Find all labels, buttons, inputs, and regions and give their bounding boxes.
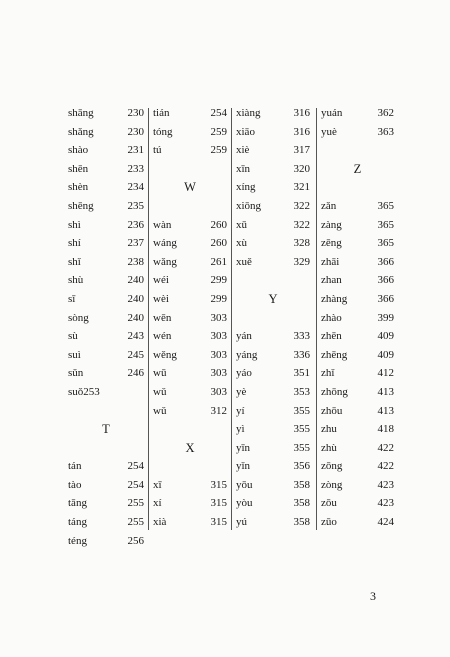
entry-page-number: 230	[127, 125, 144, 138]
entry-syllable: zhāi	[321, 255, 340, 268]
entry-syllable: zhan	[321, 274, 342, 287]
entry-page-number: 355	[293, 423, 310, 436]
entry-page-number: 366	[377, 292, 394, 305]
entry-syllable: yòu	[236, 497, 253, 510]
index-entry	[153, 290, 227, 309]
index-entry	[321, 234, 394, 253]
section-letter-heading: W	[184, 180, 196, 195]
entry-syllable: wéi	[153, 274, 169, 287]
index-entry	[68, 104, 144, 123]
index-entry	[321, 420, 394, 439]
entry-page-number: 409	[377, 330, 394, 343]
row-spacer	[68, 439, 144, 458]
index-entry	[321, 513, 394, 532]
index-entry	[236, 346, 310, 365]
index-entry	[236, 327, 310, 346]
index-entry	[153, 309, 227, 328]
entry-page-number: 358	[293, 497, 310, 510]
entry-syllable: zhu	[321, 423, 337, 436]
index-entry	[68, 457, 144, 476]
index-entry	[236, 513, 310, 532]
entry-page-number: 255	[127, 497, 144, 510]
row-spacer	[153, 457, 227, 476]
section-letter-heading: Z	[353, 161, 362, 176]
entry-page-number: 329	[293, 255, 310, 268]
index-entry	[153, 402, 227, 421]
index-entry	[153, 494, 227, 513]
entry-syllable: zōng	[321, 460, 343, 473]
column-divider	[316, 108, 317, 530]
entry-syllable: wěng	[153, 348, 177, 361]
index-entry	[321, 104, 394, 123]
index-entry	[321, 290, 394, 309]
entry-page-number: 418	[377, 423, 394, 436]
index-entry	[321, 327, 394, 346]
entry-syllable: zhōu	[321, 404, 343, 417]
index-entry	[68, 532, 144, 551]
entry-syllable: sī	[68, 292, 76, 305]
index-entry	[68, 476, 144, 495]
index-entry	[153, 104, 227, 123]
entry-syllable: yì	[236, 423, 245, 436]
index-entry	[321, 216, 394, 235]
index-entry	[68, 141, 144, 160]
entry-syllable: suì	[68, 348, 81, 361]
index-entry	[236, 141, 310, 160]
entry-page-number: 358	[293, 478, 310, 491]
index-entry	[153, 513, 227, 532]
index-column-2	[153, 104, 227, 532]
entry-syllable: wū	[153, 367, 167, 380]
index-entry	[321, 309, 394, 328]
entry-page-number: 254	[127, 460, 144, 473]
entry-syllable: wàn	[153, 218, 172, 231]
entry-syllable: zǎn	[321, 199, 337, 212]
entry-syllable: wèi	[153, 292, 169, 305]
entry-syllable: yán	[236, 330, 252, 343]
entry-syllable: wǎng	[153, 255, 177, 268]
entry-page-number: 259	[210, 125, 227, 138]
entry-page-number: 424	[377, 516, 394, 529]
entry-page-number: 240	[127, 292, 144, 305]
index-entry	[321, 346, 394, 365]
index-entry	[153, 476, 227, 495]
index-entry	[321, 457, 394, 476]
entry-page-number: 260	[210, 218, 227, 231]
entry-page-number: 299	[210, 292, 227, 305]
entry-syllable: yōu	[236, 478, 253, 491]
row-spacer	[153, 160, 227, 179]
index-entry	[321, 476, 394, 495]
entry-page-number: 363	[377, 125, 394, 138]
entry-page-number: 231	[127, 144, 144, 157]
entry-page-number: 358	[293, 516, 310, 529]
index-entry	[153, 346, 227, 365]
page-number: 3	[370, 589, 376, 603]
entry-syllable: xíng	[236, 181, 256, 194]
entry-syllable: shèn	[68, 181, 89, 194]
index-entry	[236, 160, 310, 179]
entry-page-number: 303	[210, 311, 227, 324]
entry-page-number: 303	[210, 367, 227, 380]
entry-page-number: 259	[210, 144, 227, 157]
entry-syllable: tú	[153, 144, 162, 157]
entry-syllable: sòng	[68, 311, 89, 324]
index-entry	[68, 346, 144, 365]
entry-page-number: 412	[377, 367, 394, 380]
row-spacer	[236, 309, 310, 328]
row-spacer	[236, 271, 310, 290]
entry-page-number: 254	[210, 107, 227, 119]
entry-syllable: zhēng	[321, 348, 348, 361]
entry-page-number: 261	[210, 255, 227, 268]
entry-syllable: tián	[153, 107, 170, 119]
entry-syllable: xiōng	[236, 199, 262, 212]
column-divider	[231, 108, 232, 530]
index-entry	[236, 402, 310, 421]
entry-syllable: zhēn	[321, 330, 342, 343]
entry-page-number: 317	[293, 144, 310, 157]
entry-syllable: yīn	[236, 441, 251, 454]
index-entry	[68, 123, 144, 142]
entry-page-number: 243	[127, 330, 144, 343]
index-entry	[236, 104, 310, 123]
entry-syllable: zhàng	[321, 292, 348, 305]
entry-syllable: xīn	[236, 162, 251, 175]
entry-syllable: yuán	[321, 107, 343, 119]
entry-page-number: 322	[293, 218, 310, 231]
row-spacer	[321, 178, 394, 197]
entry-page-number: 315	[210, 497, 227, 510]
entry-page-number: 237	[127, 237, 144, 250]
index-entry	[68, 327, 144, 346]
entry-page-number: 365	[377, 199, 394, 212]
index-entry	[236, 123, 310, 142]
entry-syllable: shào	[68, 144, 89, 157]
entry-syllable: wǔ	[153, 385, 167, 398]
index-entry	[236, 457, 310, 476]
entry-syllable: yáo	[236, 367, 252, 380]
entry-page-number: 236	[127, 218, 144, 231]
entry-syllable: yáng	[236, 348, 258, 361]
index-entry	[236, 253, 310, 272]
entry-page-number: 362	[377, 107, 394, 119]
index-entry	[153, 216, 227, 235]
entry-page-number: 422	[377, 441, 394, 454]
index-entry	[321, 402, 394, 421]
entry-page-number: 320	[293, 162, 310, 175]
entry-syllable: táng	[68, 516, 87, 529]
entry-page-number: 246	[127, 367, 144, 380]
entry-syllable: shí	[68, 237, 81, 250]
entry-page-number: 333	[293, 330, 310, 343]
entry-page-number: 366	[377, 274, 394, 287]
section-letter-heading: X	[185, 440, 195, 455]
entry-page-number: 365	[377, 218, 394, 231]
index-entry	[321, 271, 394, 290]
entry-page-number: 245	[127, 348, 144, 361]
entry-syllable: yè	[236, 385, 247, 398]
entry-syllable: wén	[153, 330, 172, 343]
index-entry	[321, 364, 394, 383]
index-entry	[68, 513, 144, 532]
entry-page-number: 312	[210, 404, 227, 417]
row-spacer	[153, 197, 227, 216]
entry-page-number: 409	[377, 348, 394, 361]
entry-page-number: 315	[210, 516, 227, 529]
row-spacer	[321, 141, 394, 160]
entry-page-number: 316	[293, 125, 310, 138]
entry-page-number: 235	[127, 199, 144, 212]
entry-syllable: tāng	[68, 497, 87, 510]
index-column-3	[236, 104, 310, 532]
index-entry	[68, 494, 144, 513]
index-entry	[321, 439, 394, 458]
entry-syllable: shēn	[68, 162, 89, 175]
entry-syllable: suǒ253	[68, 385, 100, 398]
index-entry	[153, 253, 227, 272]
index-entry	[68, 290, 144, 309]
index-entry	[68, 216, 144, 235]
entry-syllable: yǐn	[236, 460, 251, 473]
index-column-1	[68, 104, 144, 550]
entry-page-number: 316	[293, 107, 310, 119]
index-entry	[153, 234, 227, 253]
index-entry	[68, 160, 144, 179]
index-entry	[68, 364, 144, 383]
row-spacer	[153, 420, 227, 439]
entry-syllable: zhōng	[321, 385, 348, 398]
entry-syllable: shǐ	[68, 255, 81, 268]
index-entry	[236, 383, 310, 402]
entry-page-number: 413	[377, 404, 394, 417]
entry-page-number: 321	[293, 181, 310, 194]
column-divider	[148, 108, 149, 530]
entry-syllable: zòng	[321, 478, 343, 491]
entry-syllable: wēn	[153, 311, 172, 324]
entry-page-number: 303	[210, 385, 227, 398]
section-letter-heading: T	[102, 422, 110, 437]
index-entry	[236, 364, 310, 383]
entry-page-number: 322	[293, 199, 310, 212]
index-entry	[321, 253, 394, 272]
entry-page-number: 240	[127, 274, 144, 287]
entry-page-number: 255	[127, 516, 144, 529]
index-entry	[68, 234, 144, 253]
entry-page-number: 356	[293, 460, 310, 473]
entry-syllable: xí	[153, 497, 162, 510]
entry-syllable: xū	[236, 218, 247, 231]
index-entry	[236, 216, 310, 235]
entry-syllable: zēng	[321, 237, 342, 250]
entry-page-number: 256	[127, 534, 144, 547]
entry-page-number: 315	[210, 478, 227, 491]
entry-page-number: 366	[377, 255, 394, 268]
entry-syllable: xiàng	[236, 107, 261, 119]
index-entry	[321, 123, 394, 142]
entry-syllable: zhǐ	[321, 367, 335, 380]
entry-syllable: zūo	[321, 516, 337, 529]
entry-syllable: xiè	[236, 144, 250, 157]
entry-syllable: yú	[236, 516, 247, 529]
index-entry	[153, 383, 227, 402]
index-entry	[68, 383, 144, 402]
index-entry	[236, 476, 310, 495]
entry-page-number: 353	[293, 385, 310, 398]
entry-page-number: 423	[377, 478, 394, 491]
index-entry	[236, 178, 310, 197]
entry-syllable: zàng	[321, 218, 342, 231]
index-entry	[153, 327, 227, 346]
entry-syllable: zhào	[321, 311, 342, 324]
entry-syllable: wǔ	[153, 404, 167, 417]
entry-syllable: shāng	[68, 107, 94, 119]
entry-page-number: 413	[377, 385, 394, 398]
entry-page-number: 299	[210, 274, 227, 287]
entry-syllable: shǎng	[68, 125, 94, 138]
entry-page-number: 355	[293, 441, 310, 454]
entry-page-number: 303	[210, 348, 227, 361]
index-column-4	[321, 104, 394, 532]
entry-page-number: 336	[293, 348, 310, 361]
index-entry	[321, 383, 394, 402]
entry-syllable: yuè	[321, 125, 337, 138]
entry-syllable: xiāo	[236, 125, 255, 138]
index-entry	[321, 494, 394, 513]
entry-page-number: 355	[293, 404, 310, 417]
index-entry	[236, 234, 310, 253]
index-entry	[236, 197, 310, 216]
entry-page-number: 303	[210, 330, 227, 343]
index-entry	[68, 253, 144, 272]
entry-syllable: yí	[236, 404, 245, 417]
index-entry	[321, 197, 394, 216]
entry-page-number: 351	[293, 367, 310, 380]
entry-page-number: 230	[127, 107, 144, 119]
index-entry	[68, 309, 144, 328]
row-spacer	[68, 402, 144, 421]
entry-page-number: 260	[210, 237, 227, 250]
entry-syllable: shì	[68, 218, 81, 231]
entry-syllable: sù	[68, 330, 78, 343]
entry-page-number: 399	[377, 311, 394, 324]
entry-syllable: xù	[236, 237, 247, 250]
entry-syllable: tào	[68, 478, 82, 491]
index-entry	[153, 123, 227, 142]
entry-syllable: xī	[153, 478, 162, 491]
index-entry	[236, 439, 310, 458]
entry-syllable: xuě	[236, 255, 252, 268]
entry-syllable: zōu	[321, 497, 337, 510]
index-entry	[68, 178, 144, 197]
index-entry	[153, 141, 227, 160]
index-entry	[236, 420, 310, 439]
entry-page-number: 254	[127, 478, 144, 491]
entry-syllable: sǔn	[68, 367, 84, 380]
entry-syllable: zhù	[321, 441, 337, 454]
index-entry	[153, 364, 227, 383]
entry-page-number: 422	[377, 460, 394, 473]
index-entry	[68, 271, 144, 290]
entry-page-number: 328	[293, 237, 310, 250]
entry-page-number: 234	[127, 181, 144, 194]
entry-syllable: téng	[68, 534, 87, 547]
entry-page-number: 365	[377, 237, 394, 250]
entry-syllable: wáng	[153, 237, 177, 250]
entry-page-number: 233	[127, 162, 144, 175]
entry-syllable: shù	[68, 274, 84, 287]
entry-page-number: 423	[377, 497, 394, 510]
entry-syllable: shēng	[68, 199, 94, 212]
entry-page-number: 238	[127, 255, 144, 268]
entry-syllable: tóng	[153, 125, 173, 138]
entry-syllable: xià	[153, 516, 167, 529]
entry-page-number: 240	[127, 311, 144, 324]
index-entry	[153, 271, 227, 290]
entry-syllable: tán	[68, 460, 82, 473]
index-entry	[68, 197, 144, 216]
index-entry	[236, 494, 310, 513]
section-letter-heading: Y	[268, 291, 278, 306]
